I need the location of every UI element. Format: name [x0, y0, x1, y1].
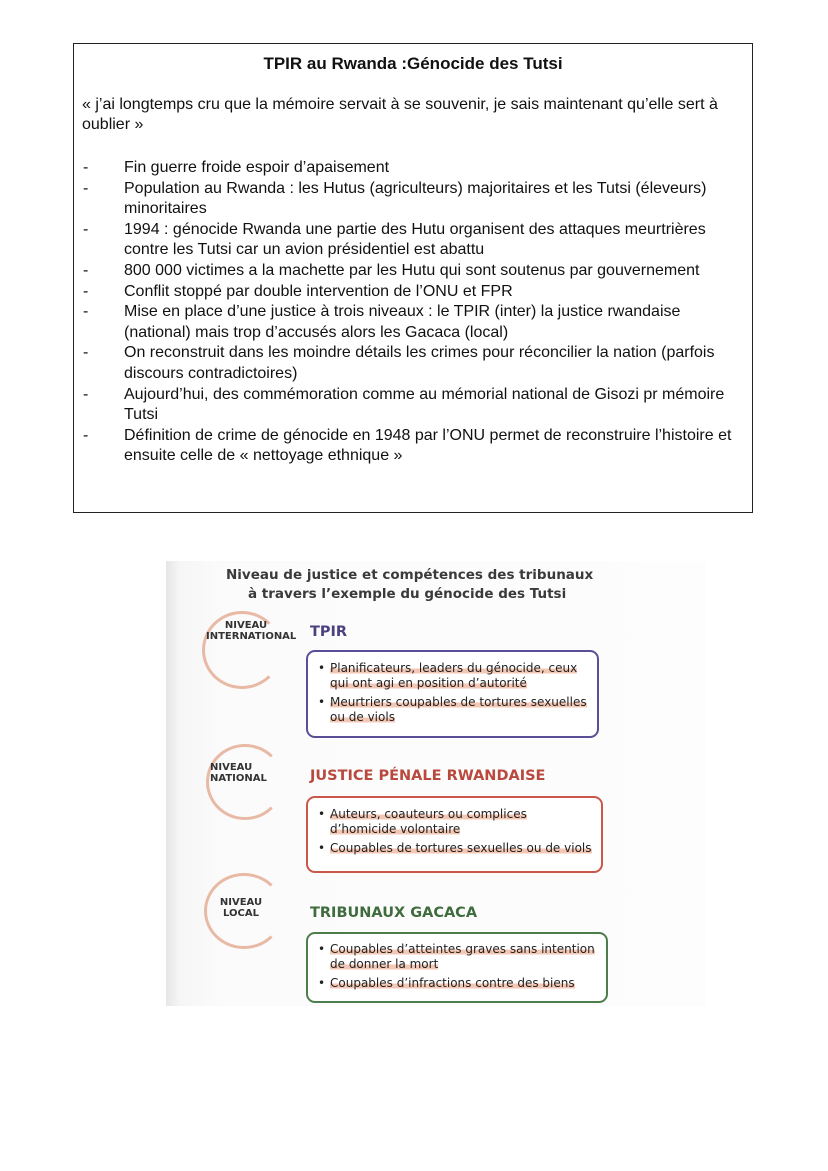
court-item — [316, 841, 593, 856]
notes-bullet: - Mise en place d’une justice à trois niveaux : le TPIR (inter) la justice rwandaise (national) mais trop d’accusés alors les Gacaca (local) — [82, 302, 742, 343]
court-box-tpir — [306, 650, 599, 738]
notes-box — [73, 43, 753, 513]
figure-title-line1: Niveau de justice et compétences des tribunaux — [226, 567, 594, 583]
court-name-tpir: TPIR — [310, 624, 348, 640]
justice-levels-figure — [166, 561, 706, 1006]
notes-bullet: - Aujourd’hui, des commémoration comme au mémorial national de Gisozi pr mémoire Tutsi — [82, 385, 742, 426]
court-item-text: Meurtriers coupables de tortures sexuelles ou de viols — [330, 695, 587, 724]
notes-bullet: - Fin guerre froide espoir d’apaisement — [82, 158, 742, 179]
notes-bullet: - 800 000 victimes a la machette par les Hutu qui sont soutenus par gouvernement — [82, 261, 742, 282]
court-item — [316, 661, 589, 691]
court-item — [316, 807, 593, 837]
court-item-text: Planificateurs, leaders du génocide, ceux qui ont agi en position d’autorité — [330, 661, 578, 690]
level-label-international: NIVEAU INTERNATIONAL — [206, 620, 297, 642]
court-item-text: Auteurs, coauteurs ou complices d’homicide volontaire — [330, 807, 527, 836]
court-item-text: Coupables d’atteintes graves sans intention de donner la mort — [330, 942, 595, 971]
figure-title-line2: à travers l’exemple du génocide des Tutsi — [248, 586, 567, 602]
level-label-local: NIVEAU LOCAL — [219, 897, 263, 919]
court-item-text: Coupables d’infractions contre des biens — [330, 976, 575, 990]
court-name-justice-penale: JUSTICE PÉNALE RWANDAISE — [310, 768, 546, 784]
court-box-national — [306, 796, 603, 873]
notes-quote: « j’ai longtemps cru que la mémoire servait à se souvenir, je sais maintenant qu’elle sert à oublier » — [82, 96, 718, 133]
notes-bullet: - On reconstruit dans les moindre détails les crimes pour réconcilier la nation (parfois discours contradictoires) — [82, 343, 742, 384]
level-label-national: NIVEAU NATIONAL — [210, 762, 267, 784]
notes-bullet-list — [82, 158, 742, 467]
court-item — [316, 695, 589, 725]
court-item-text: Coupables de tortures sexuelles ou de viols — [330, 841, 592, 855]
notes-bullet: - Définition de crime de génocide en 1948 par l’ONU permet de reconstruire l’histoire et ensuite celle de « nettoyage ethnique » — [82, 426, 742, 467]
court-item — [316, 942, 598, 972]
notes-title: TPIR au Rwanda :Génocide des Tutsi — [263, 54, 563, 73]
court-name-gacaca: TRIBUNAUX GACACA — [310, 905, 478, 921]
court-item — [316, 976, 598, 991]
notes-bullet: - 1994 : génocide Rwanda une partie des Hutu organisent des attaques meurtrières contre les Tutsi car un avion présidentiel est abattu — [82, 220, 742, 261]
court-box-local — [306, 932, 608, 1003]
notes-bullet: - Population au Rwanda : les Hutus (agriculteurs) majoritaires et les Tutsi (éleveurs) minoritaires — [82, 179, 742, 220]
notes-bullet: - Conflit stoppé par double intervention de l’ONU et FPR — [82, 282, 742, 303]
